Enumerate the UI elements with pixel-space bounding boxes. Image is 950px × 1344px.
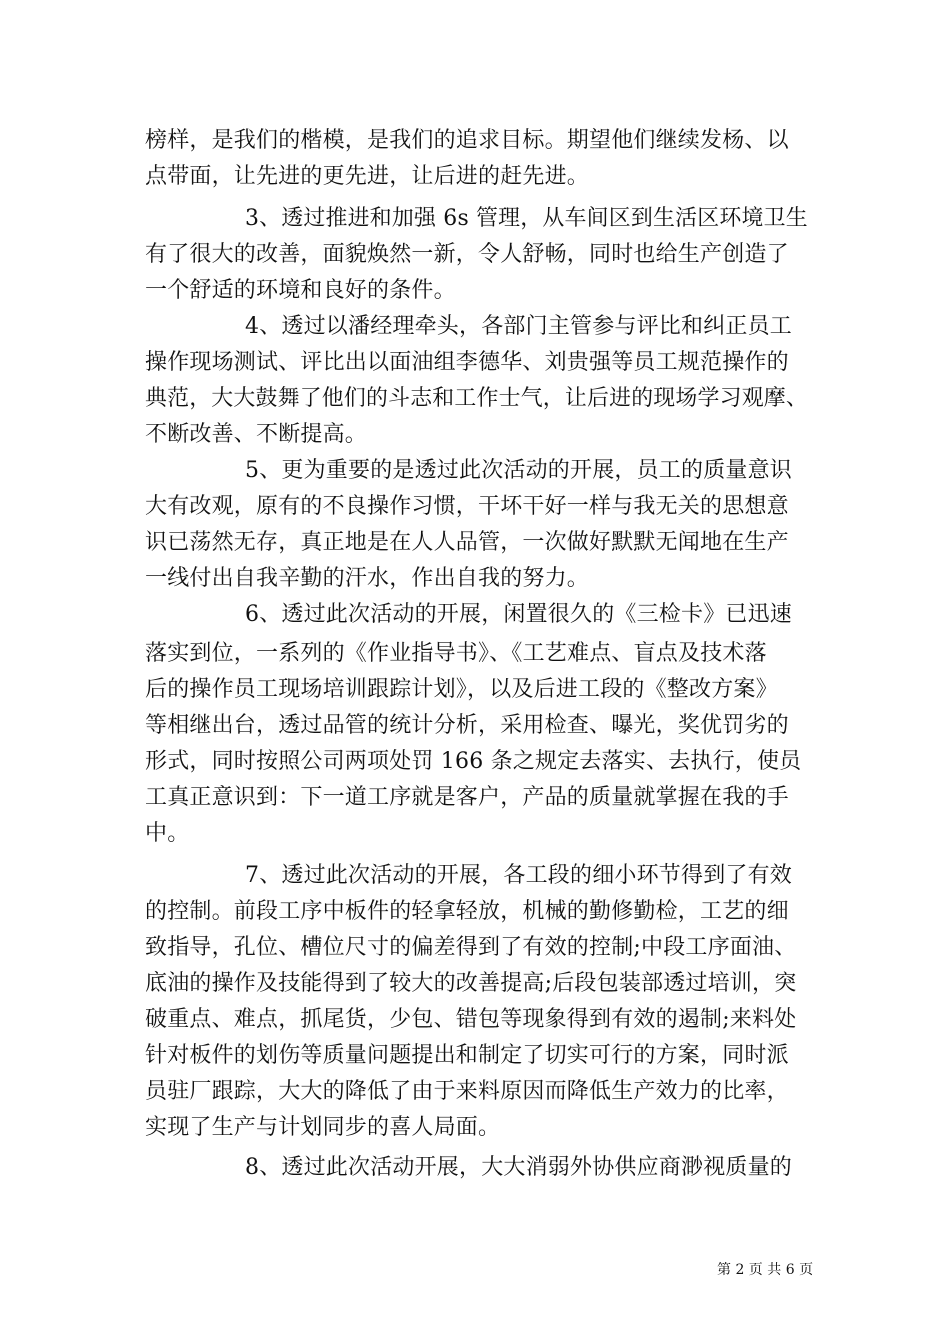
text-line: 大有改观，原有的不良操作习惯，干坏干好一样与我无关的思想意 <box>145 494 789 519</box>
text-line: 榜样，是我们的楷模，是我们的追求目标。期望他们继续发杨、以 <box>145 128 789 153</box>
page-number: 第 2 页 共 6 页 <box>717 1262 814 1278</box>
text-line: 后的操作员工现场培训跟踪计划》，以及后进工段的《整改方案》 <box>145 677 778 702</box>
text-line: 操作现场测试、评比出以面油组李德华、刘贵强等员工规范操作的 <box>145 350 789 375</box>
text-line: 落实到位，一系列的《作业指导书》、《工艺难点、盲点及技术落 <box>145 641 767 666</box>
text-line: 点带面，让先进的更先进，让后进的赶先进。 <box>145 164 590 189</box>
text-line: 实现了生产与计划同步的喜人局面。 <box>145 1115 501 1140</box>
text-line: 不断改善、不断提高。 <box>145 422 368 447</box>
text-line: 破重点、难点，抓尾货，少包、错包等现象得到有效的遏制;来料处 <box>145 1007 797 1032</box>
text-line: 7、透过此次活动的开展，各工段的细小环节得到了有效 <box>245 863 792 888</box>
text-line: 形式，同时按照公司两项处罚 166 条之规定去落实、去执行，使员 <box>145 749 802 774</box>
text-line: 工真正意识到：下一道工序就是客户，产品的质量就掌握在我的手 <box>145 785 789 810</box>
text-line: 底油的操作及技能得到了较大的改善提高;后段包装部透过培训，突 <box>145 971 797 996</box>
text-line: 致指导，孔位、槽位尺寸的偏差得到了有效的控制;中段工序面油、 <box>145 935 797 960</box>
text-line: 有了很大的改善，面貌焕然一新，令人舒畅，同时也给生产创造了 <box>145 242 789 267</box>
text-line: 针对板件的划伤等质量问题提出和制定了切实可行的方案，同时派 <box>145 1043 789 1068</box>
text-line: 的控制。前段工序中板件的轻拿轻放，机械的勤修勤检，工艺的细 <box>145 899 789 924</box>
text-line: 典范，大大鼓舞了他们的斗志和工作士气，让后进的现场学习观摩、 <box>145 386 809 411</box>
text-line: 一个舒适的环境和良好的条件。 <box>145 278 456 303</box>
text-line: 5、更为重要的是透过此次活动的开展，员工的质量意识 <box>245 458 792 483</box>
text-line: 等相继出台，透过品管的统计分析，采用检查、曝光，奖优罚劣的 <box>145 713 789 738</box>
text-line: 识已荡然无存，真正地是在人人品管，一次做好默默无闻地在生产 <box>145 530 789 555</box>
text-line: 3、透过推进和加强 6s 管理，从车间区到生活区环境卫生 <box>245 206 808 231</box>
text-line: 一线付出自我辛勤的汗水，作出自我的努力。 <box>145 566 590 591</box>
text-line: 6、透过此次活动的开展，闲置很久的《三检卡》已迅速 <box>245 602 792 627</box>
text-line: 员驻厂跟踪，大大的降低了由于来料原因而降低生产效力的比率， <box>145 1079 789 1104</box>
text-line: 8、透过此次活动开展，大大消弱外协供应商渺视质量的 <box>245 1155 792 1180</box>
text-line: 4、透过以潘经理牵头，各部门主管参与评比和纠正员工 <box>245 314 792 339</box>
text-line: 中。 <box>145 821 190 846</box>
